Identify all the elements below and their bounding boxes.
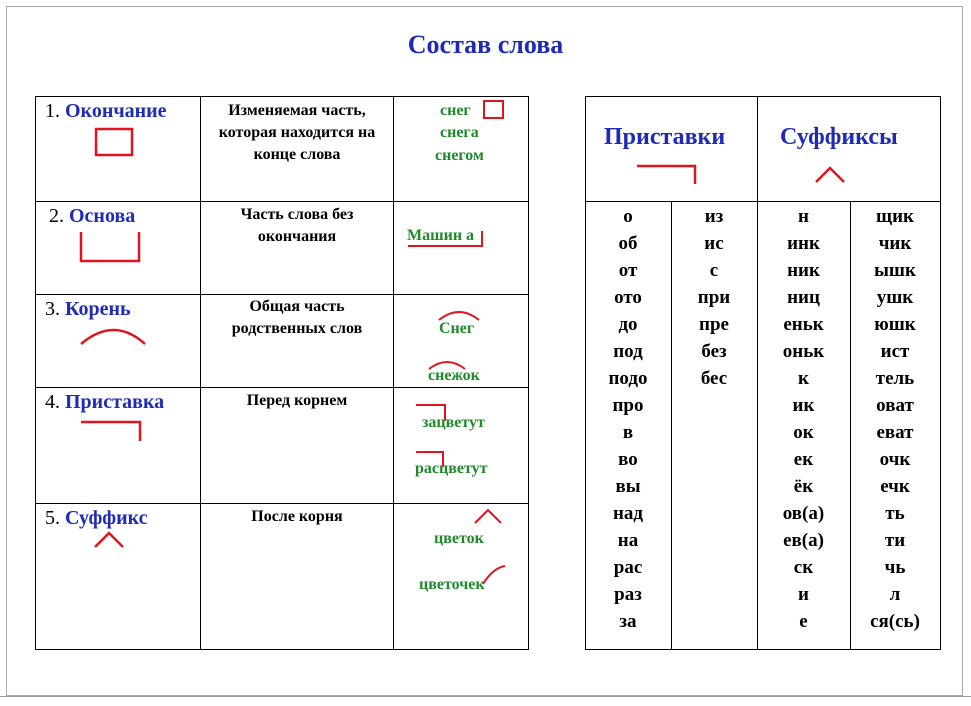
morpheme-table [35, 96, 529, 650]
prefix-list-1 [585, 203, 671, 635]
row-desc-stem: Часть слова без окончания [240, 206, 354, 245]
prefix-list-2 [671, 203, 757, 392]
affix-item: ов(а) [782, 503, 825, 524]
affix-item: ист [880, 341, 910, 362]
prefixes-header: Приставки [604, 124, 726, 150]
affix-item: о [623, 206, 633, 227]
arc-icon [79, 322, 149, 346]
corner-icon [635, 164, 699, 186]
affix-item: подо [608, 368, 648, 389]
affix-item: от [618, 260, 638, 281]
suffixes-header: Суффиксы [780, 124, 898, 150]
affix-item: ото [614, 287, 642, 308]
affix-item: ик [792, 395, 815, 416]
suffix-list-1 [757, 203, 850, 635]
example-snegom: снегом [435, 147, 484, 164]
example-snega: снега [440, 124, 479, 141]
affix-item: при [697, 287, 731, 308]
affix-item: до [618, 314, 638, 335]
affix-item: на [617, 530, 639, 551]
affix-item: ниц [787, 287, 820, 308]
row-desc-root: Общая часть родственных слов [231, 298, 363, 337]
example-snezhok: снежок [428, 367, 480, 384]
example-rastsvetut: расцветут [415, 460, 488, 477]
affix-item: инк [787, 233, 820, 254]
bracket-icon [79, 232, 143, 264]
affix-item: щик [876, 206, 914, 227]
affix-item: ечк [880, 476, 910, 497]
affix-item: л [889, 584, 901, 605]
row-term-root: 3. Корень [45, 298, 131, 320]
affix-item: под [613, 341, 643, 362]
bracket-icon [407, 229, 491, 249]
affix-item: ушк [876, 287, 914, 308]
example-sneg: снег [440, 102, 471, 119]
affix-item: про [612, 395, 644, 416]
row-term-ending: 1. Окончание [45, 100, 167, 122]
affix-item: над [612, 503, 644, 524]
suffix-list-2 [850, 203, 940, 635]
affix-item: в [622, 422, 634, 443]
affix-item: еньк [783, 314, 824, 335]
affix-item: во [618, 449, 638, 470]
row-term-prefix: 4. Приставка [45, 391, 165, 413]
affix-item: ок [793, 422, 814, 443]
row-term-stem: 2. Основа [49, 205, 136, 227]
affix-item: и [798, 584, 809, 605]
affix-item: ти [884, 530, 906, 551]
affix-item: юшк [874, 314, 916, 335]
affix-item: чь [884, 557, 906, 578]
caret-icon [481, 564, 511, 586]
affix-item: раз [614, 584, 642, 605]
affix-item: оньк [782, 341, 825, 362]
affix-item: ёк [793, 476, 814, 497]
affix-item: ся(сь) [870, 611, 920, 632]
row-desc-suffix: После корня [251, 508, 343, 525]
row-term-suffix: 5. Суффикс [45, 507, 148, 529]
example-tsvetok: цветок [434, 530, 484, 547]
affix-item: рас [613, 557, 643, 578]
affix-item: ышк [874, 260, 916, 281]
affix-item: еват [876, 422, 914, 443]
affix-item: за [619, 611, 637, 632]
affix-item: ск [793, 557, 814, 578]
affix-item: очк [879, 449, 911, 470]
affix-item: без [701, 341, 727, 362]
affix-item: е [799, 611, 808, 632]
affix-item: чик [878, 233, 912, 254]
row-desc-ending: Изменяемая часть, которая находится на конце слова [218, 102, 376, 163]
affix-item: ек [793, 449, 814, 470]
corner-icon [79, 420, 145, 442]
box-icon [95, 128, 135, 158]
affix-item: бес [700, 368, 728, 389]
example-sneg-root: Снег [439, 320, 475, 337]
affix-item: из [704, 206, 724, 227]
affix-item: к [798, 368, 809, 389]
affix-item: н [798, 206, 809, 227]
affix-item: оват [876, 395, 914, 416]
affix-item: тель [875, 368, 915, 389]
affix-item: с [709, 260, 719, 281]
affix-item: ев(а) [783, 530, 824, 551]
affix-item: ник [787, 260, 820, 281]
affix-item: об [618, 233, 638, 254]
affix-item: вы [615, 476, 641, 497]
affix-table [585, 96, 941, 650]
example-mashina: Машин а [407, 227, 475, 244]
box-icon [483, 100, 507, 122]
row-desc-prefix: Перед корнем [246, 392, 348, 409]
affix-item: ть [885, 503, 905, 524]
caret-icon [814, 165, 850, 185]
example-tsvetochek: цветочек [419, 576, 485, 593]
affix-item: ис [704, 233, 724, 254]
caret-icon [473, 508, 507, 526]
caret-icon [93, 530, 129, 550]
affix-item: пре [699, 314, 729, 335]
page-title: Состав слова [407, 30, 564, 59]
example-zatsvetut: зацветут [422, 414, 485, 431]
bottom-divider [0, 696, 971, 697]
